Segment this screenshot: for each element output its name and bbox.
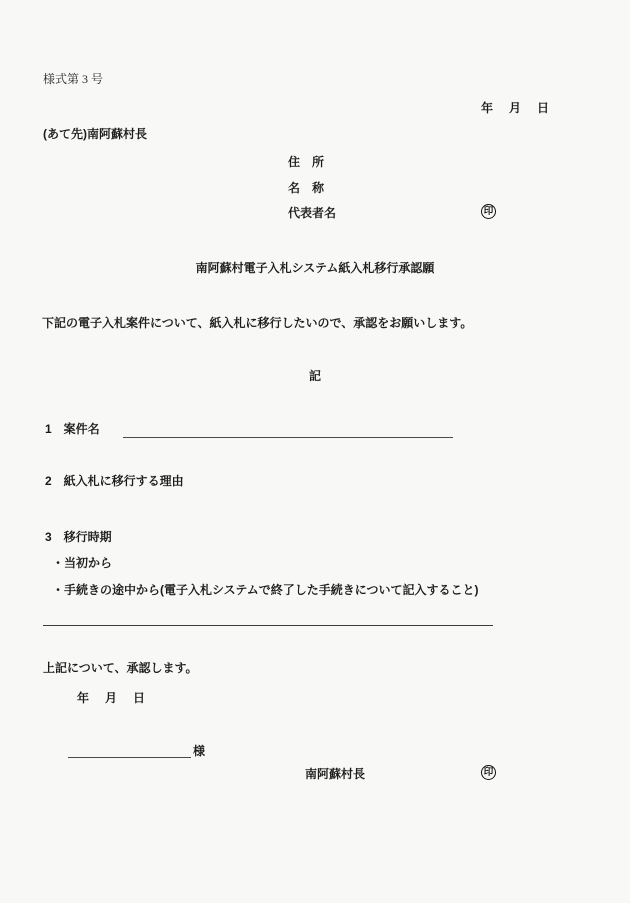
document-title: 南阿蘇村電子入札システム紙入札移行承認願 [195, 261, 435, 275]
item-2-reason-label: 2 紙入札に移行する理由 [45, 474, 184, 488]
approval-date-line: 年 月 日 [77, 691, 148, 705]
timing-option-mid-procedure: ・手続きの途中から(電子入札システムで終了した手続きについて記入すること) [52, 583, 479, 597]
approver-seal-icon: 印 [481, 765, 496, 780]
recipient-suffix: 様 [193, 744, 206, 758]
name-label: 名 称 [288, 181, 325, 195]
item-1-case-name-label: 1 案件名 [45, 422, 100, 436]
addressee: (あて先)南阿蘇村長 [43, 127, 147, 141]
section-divider-line [43, 625, 493, 626]
case-name-fill-line [123, 437, 453, 438]
seal-icon: 印 [481, 204, 496, 219]
item-3-timing-label: 3 移行時期 [45, 530, 112, 544]
representative-label: 代表者名 [288, 206, 337, 220]
form-number: 様式第 3 号 [43, 72, 104, 86]
recipient-name-fill-line [68, 757, 191, 758]
body-paragraph: 下記の電子入札案件について、紙入札に移行したいので、承認をお願いします。 [42, 316, 473, 330]
address-label: 住 所 [288, 155, 325, 169]
approval-statement: 上記について、承認します。 [43, 661, 198, 675]
timing-option-from-start: ・当初から [52, 556, 113, 570]
approver-title: 南阿蘇村長 [305, 767, 366, 781]
date-line-top: 年 月 日 [481, 101, 552, 115]
record-marker: 記 [308, 369, 321, 383]
